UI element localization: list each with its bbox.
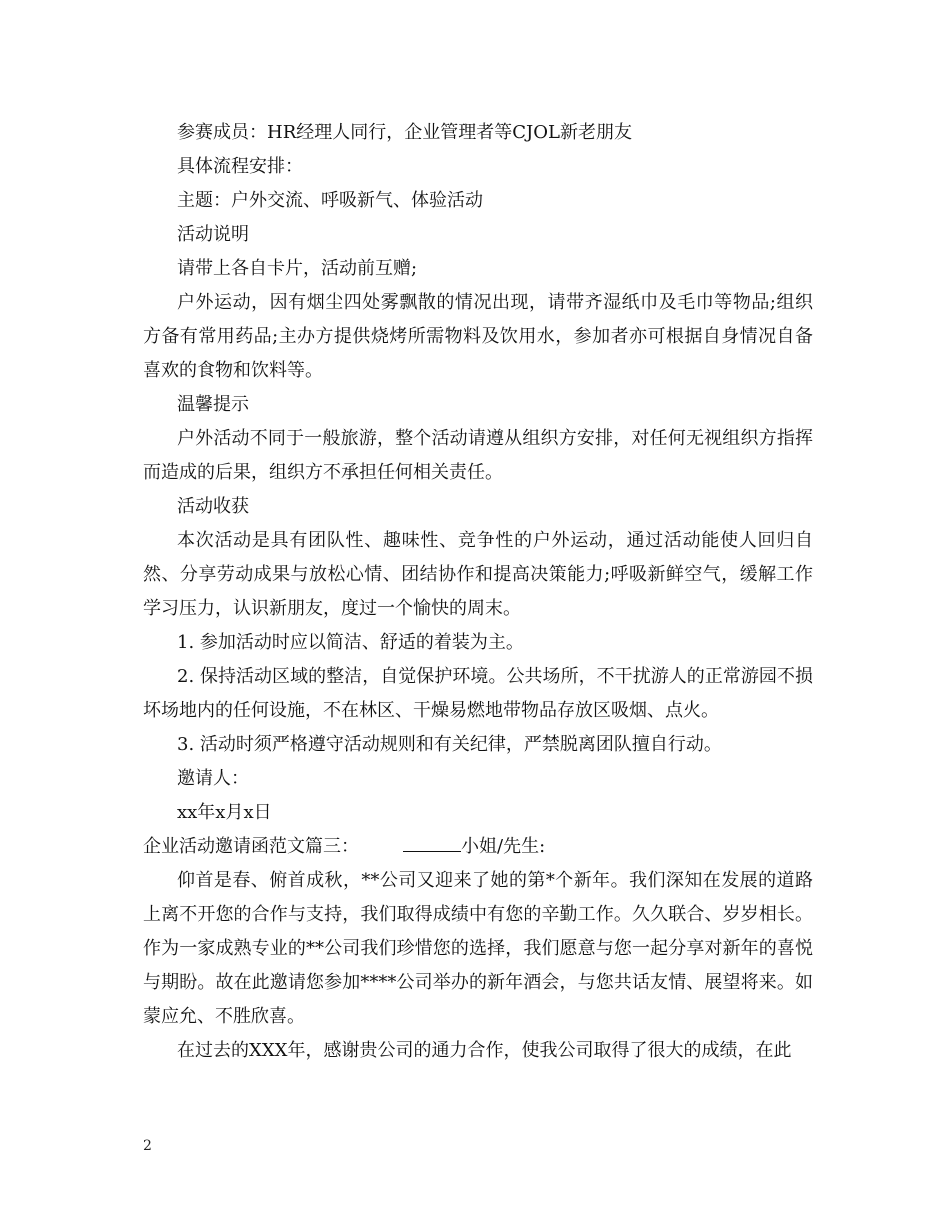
salutation: 小姐/先生: (461, 836, 546, 857)
section-heading: 企业活动邀请函范文篇三： (143, 836, 359, 857)
activity-gains-paragraph: 本次活动是具有团队性、趣味性、竞争性的户外运动，通过活动能使人回归自然、分享劳动成果与放松心情、团结协作和提高决策能力;呼吸新鲜空气，缓解工作学习压力，认识新朋友，度过一个愉快的周末。 (143, 530, 813, 619)
rule-item-2: 2. 保持活动区域的整洁，自觉保护环境。公共场所，不干扰游人的正常游园不损坏场地内的任何设施，不在林区、干燥易燃地带物品存放区吸烟、点火。 (143, 666, 813, 721)
bring-cards-line: 请带上各自卡片，活动前互赠; (177, 258, 418, 279)
theme-line: 主题：户外交流、呼吸新气、体验活动 (177, 190, 483, 211)
activity-notes-heading: 活动说明 (177, 224, 249, 245)
participants-line: 参赛成员：HR经理人同行，企业管理者等CJOL新老朋友 (177, 122, 632, 143)
section-heading-line (143, 830, 813, 864)
date-line: xx年x月x日 (177, 802, 272, 823)
document-body (143, 116, 813, 1068)
new-year-invitation-paragraph: 仰首是春、俯首成秋，**公司又迎来了她的第*个新年。我们深知在发展的道路上离不开您的合作与支持，我们取得成绩中有您的辛勤工作。久久联合、岁岁相长。作为一家成熟专业的**公司我们珍惜您的选择，我们愿意与您一起分享对新年的喜悦与期盼。故在此邀请您参加****公司举办的新年酒会，与您共话友情、展望将来。如蒙应允、不胜欣喜。 (143, 870, 813, 1027)
page-number: 2 (143, 1138, 152, 1154)
warm-reminder-heading: 温馨提示 (177, 394, 249, 415)
inviter-line: 邀请人： (177, 768, 249, 789)
rule-item-1: 1. 参加活动时应以简洁、舒适的着装为主。 (177, 632, 524, 653)
name-blank-underline (403, 835, 461, 852)
activity-gains-heading: 活动收获 (177, 496, 249, 517)
outdoor-supplies-paragraph: 户外运动，因有烟尘四处雾飘散的情况出现，请带齐湿纸巾及毛巾等物品;组织方备有常用药品;主办方提供烧烤所需物料及饮用水，参加者亦可根据自身情况自备喜欢的食物和饮料等。 (143, 292, 813, 381)
schedule-heading: 具体流程安排： (177, 156, 303, 177)
rule-item-3: 3. 活动时须严格遵守活动规则和有关纪律，严禁脱离团队擅自行动。 (177, 734, 722, 755)
thanks-paragraph-start: 在过去的XXX年，感谢贵公司的通力合作，使我公司取得了很大的成绩，在此 (177, 1040, 792, 1061)
responsibility-paragraph: 户外活动不同于一般旅游，整个活动请遵从组织方安排，对任何无视组织方指挥而造成的后果，组织方不承担任何相关责任。 (143, 428, 813, 483)
